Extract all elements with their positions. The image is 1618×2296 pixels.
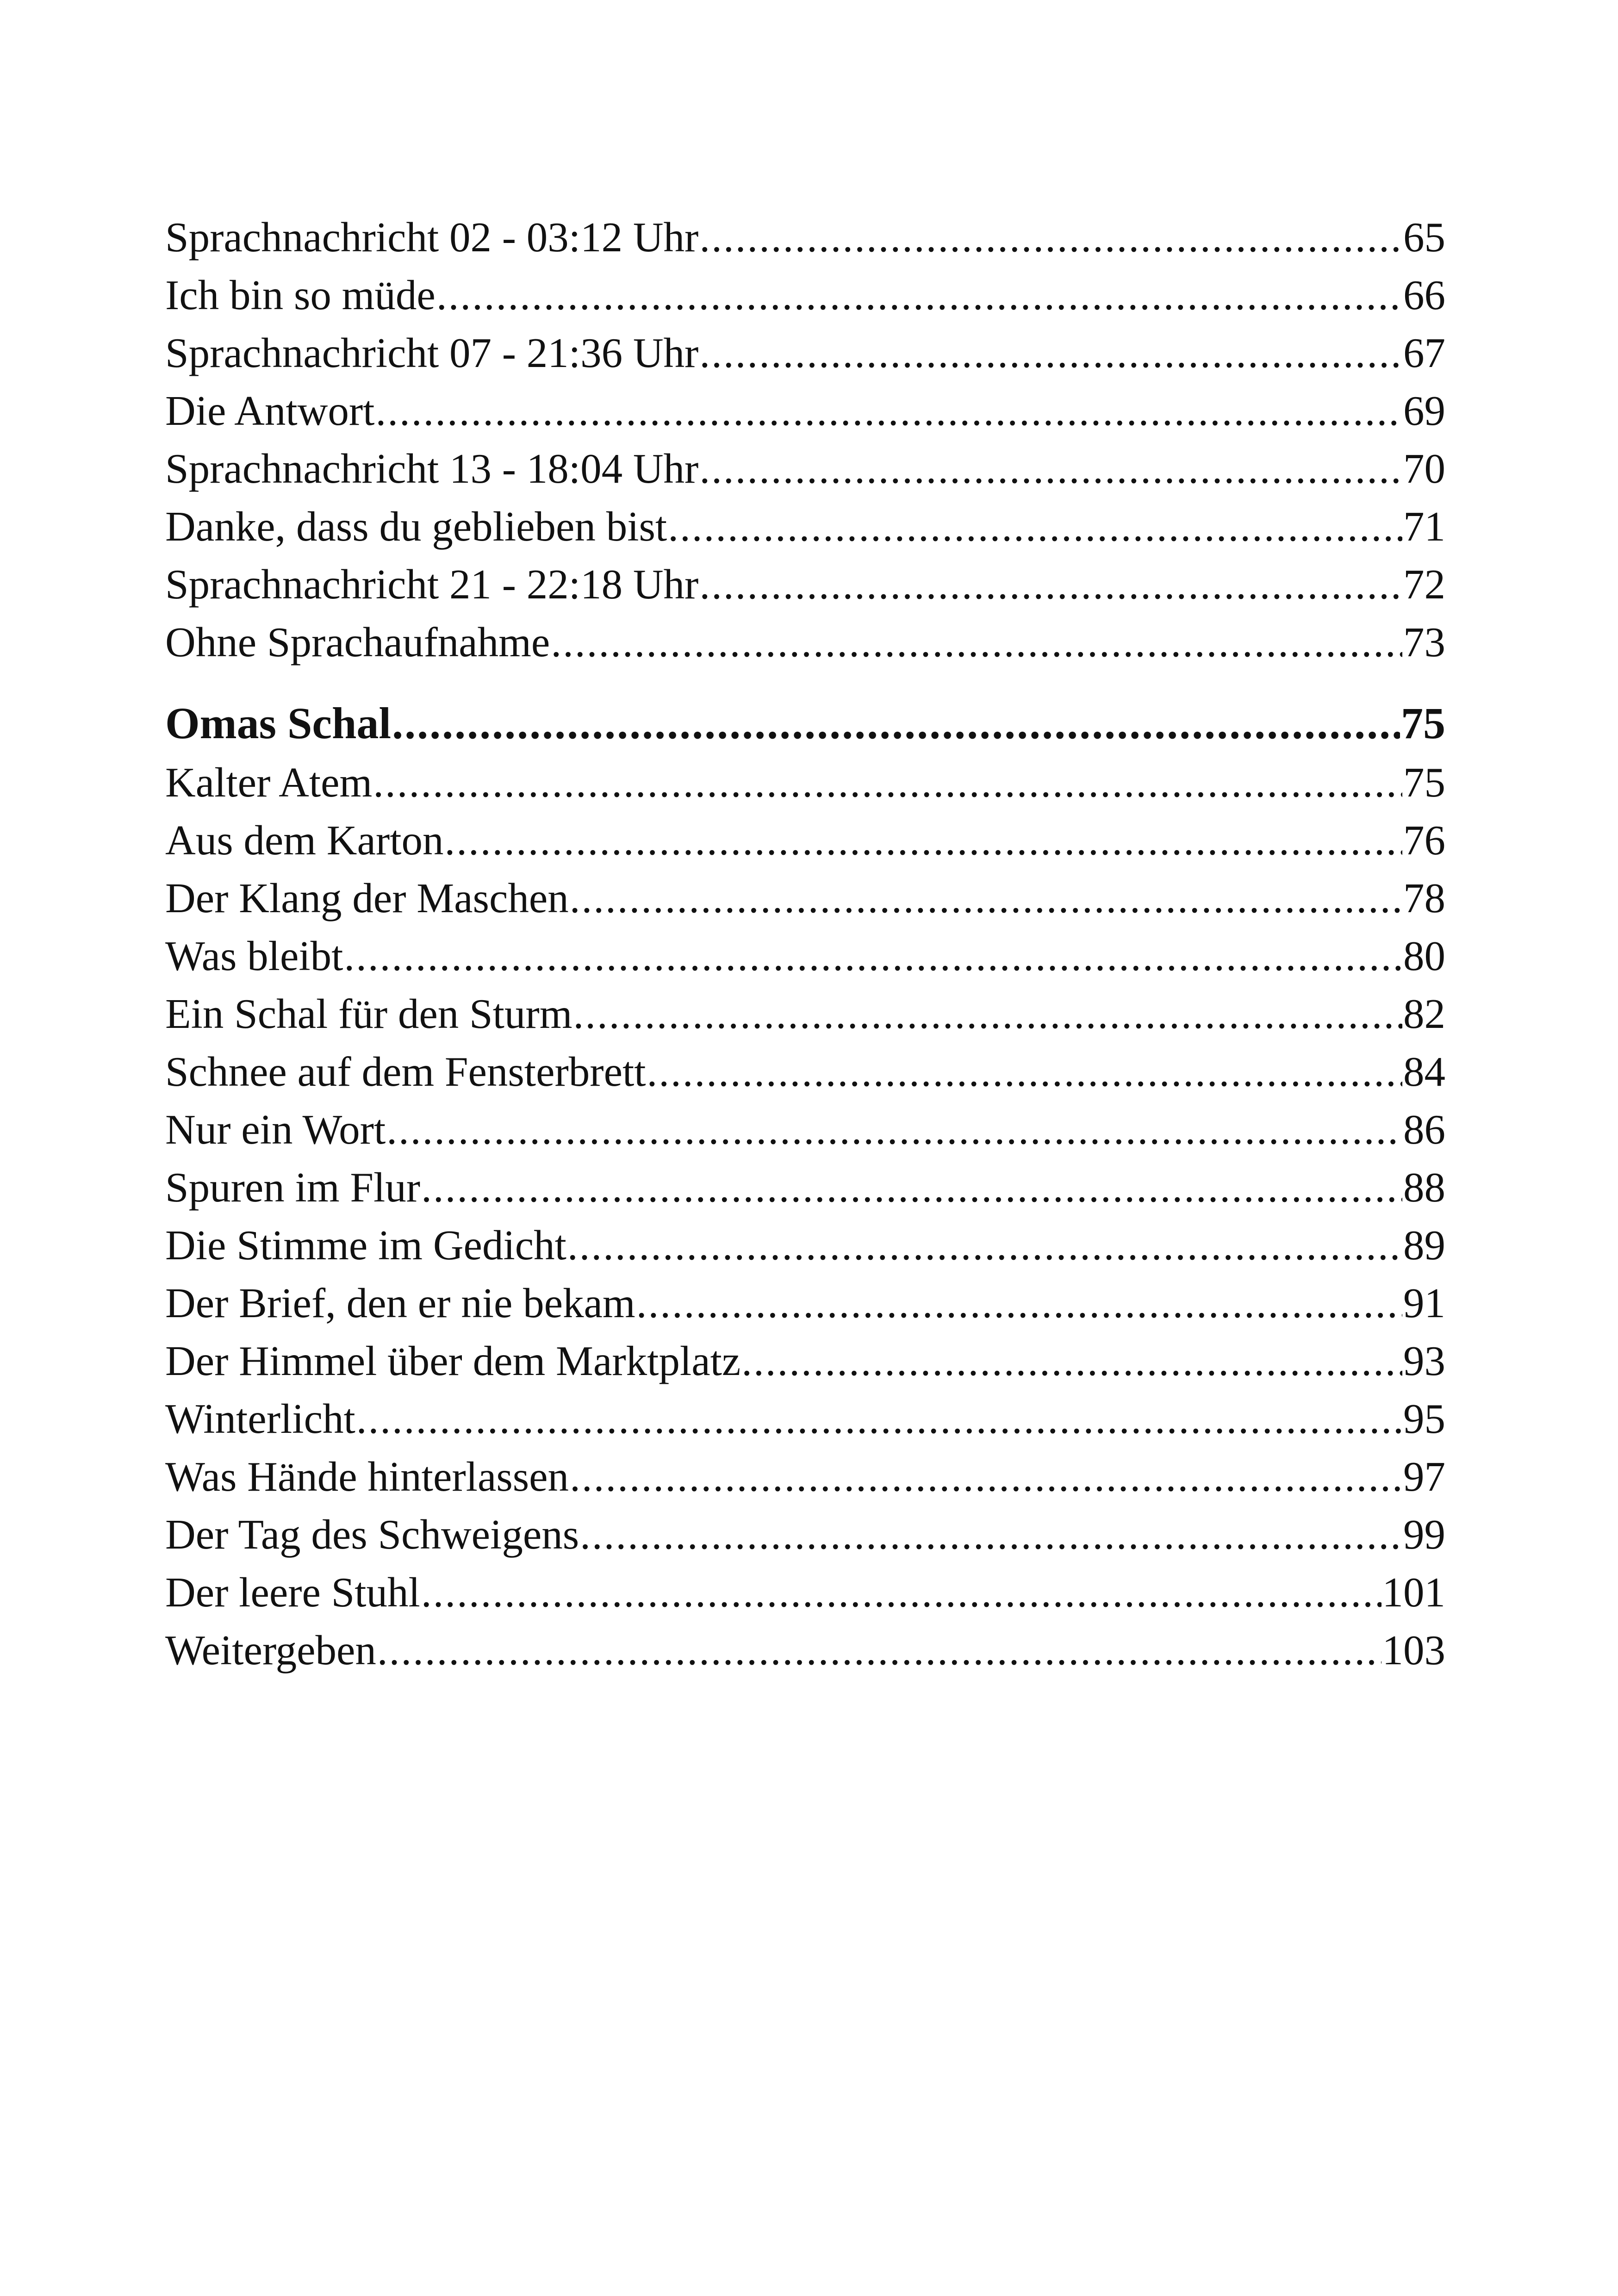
toc-entry-page: 70 bbox=[1403, 445, 1445, 492]
toc-entry-title: Sprachnachricht 02 - 03:12 Uhr bbox=[165, 214, 699, 261]
toc-entry-page: 101 bbox=[1382, 1569, 1445, 1616]
toc-dot-leader bbox=[668, 498, 1402, 555]
toc-entry-title: Die Antwort bbox=[165, 387, 375, 434]
toc-dot-leader bbox=[570, 1448, 1402, 1506]
toc-entry-title: Die Stimme im Gedicht bbox=[165, 1222, 566, 1269]
toc-entry-page: 76 bbox=[1403, 817, 1445, 864]
toc-chapter-page: 75 bbox=[1401, 698, 1445, 748]
toc-entry-page: 99 bbox=[1403, 1511, 1445, 1558]
toc-dot-leader bbox=[699, 555, 1402, 613]
toc-entry bbox=[165, 927, 1445, 985]
toc-entry bbox=[165, 1274, 1445, 1332]
toc-entry-title: Kalter Atem bbox=[165, 759, 373, 806]
toc-entry-page: 82 bbox=[1403, 990, 1445, 1037]
toc-entry-page: 71 bbox=[1403, 503, 1445, 550]
toc-dot-leader bbox=[421, 1158, 1402, 1216]
toc-entry bbox=[165, 1390, 1445, 1448]
toc-entry bbox=[165, 753, 1445, 811]
toc-dot-leader bbox=[636, 1274, 1402, 1332]
toc-entry-title: Der Himmel über dem Marktplatz bbox=[165, 1338, 741, 1384]
toc-dot-leader bbox=[699, 208, 1402, 266]
toc-entry-title: Ohne Sprachaufnahme bbox=[165, 619, 550, 666]
toc-entry-title: Weitergeben bbox=[165, 1627, 376, 1674]
toc-entry bbox=[165, 498, 1445, 555]
toc-entry bbox=[165, 440, 1445, 498]
toc-entry bbox=[165, 1506, 1445, 1563]
toc-entry-page: 93 bbox=[1403, 1338, 1445, 1384]
toc-dot-leader bbox=[436, 266, 1402, 324]
toc-entry-title: Der Klang der Maschen bbox=[165, 875, 569, 921]
toc-entry-title: Der Brief, den er nie bekam bbox=[165, 1280, 635, 1326]
toc-dot-leader bbox=[647, 1043, 1402, 1101]
toc-entry-page: 103 bbox=[1382, 1627, 1445, 1674]
toc-entry-title: Sprachnachricht 21 - 22:18 Uhr bbox=[165, 561, 699, 608]
toc-entry bbox=[165, 1216, 1445, 1274]
toc-dot-leader bbox=[344, 927, 1402, 985]
toc-entry bbox=[165, 1101, 1445, 1158]
toc-entry-title: Nur ein Wort bbox=[165, 1106, 386, 1153]
toc-entry bbox=[165, 613, 1445, 671]
toc-entry bbox=[165, 1621, 1445, 1679]
toc-chapter-title: Omas Schal bbox=[165, 698, 392, 748]
toc-entry-title: Aus dem Karton bbox=[165, 817, 444, 864]
toc-dot-leader bbox=[573, 985, 1402, 1043]
toc-entry-title: Der leere Stuhl bbox=[165, 1569, 420, 1616]
toc-entry-page: 89 bbox=[1403, 1222, 1445, 1269]
toc-entry bbox=[165, 1563, 1445, 1621]
toc-chapter-entry bbox=[165, 693, 1445, 753]
toc-dot-leader bbox=[741, 1332, 1402, 1390]
toc-entry bbox=[165, 1158, 1445, 1216]
toc-entry-page: 73 bbox=[1403, 619, 1445, 666]
toc-dot-leader bbox=[567, 1216, 1402, 1274]
toc-entry-title: Danke, dass du geblieben bist bbox=[165, 503, 667, 550]
toc-entry-title: Der Tag des Schweigens bbox=[165, 1511, 579, 1558]
toc-dot-leader bbox=[580, 1506, 1402, 1563]
toc-entry bbox=[165, 811, 1445, 869]
toc-entry-page: 66 bbox=[1403, 272, 1445, 318]
toc-dot-leader bbox=[377, 1621, 1382, 1679]
toc-dot-leader bbox=[699, 324, 1402, 382]
toc-entry-page: 78 bbox=[1403, 875, 1445, 921]
toc-entry-title: Ich bin so müde bbox=[165, 272, 436, 318]
toc-dot-leader bbox=[699, 440, 1402, 498]
toc-dot-leader bbox=[386, 1101, 1402, 1158]
toc-entry-page: 80 bbox=[1403, 933, 1445, 979]
toc-entry-title: Spuren im Flur bbox=[165, 1164, 421, 1211]
toc-entry-title: Winterlicht bbox=[165, 1395, 355, 1442]
toc-dot-leader bbox=[570, 869, 1402, 927]
toc-entry bbox=[165, 985, 1445, 1043]
toc-entry-page: 75 bbox=[1403, 759, 1445, 806]
toc-entry-page: 97 bbox=[1403, 1453, 1445, 1500]
toc-dot-leader bbox=[421, 1563, 1382, 1621]
toc-entry-title: Was Hände hinterlassen bbox=[165, 1453, 569, 1500]
toc-entry-page: 91 bbox=[1403, 1280, 1445, 1326]
toc-entry-page: 65 bbox=[1403, 214, 1445, 261]
toc-dot-leader bbox=[392, 693, 1400, 753]
table-of-contents bbox=[165, 208, 1445, 1679]
toc-entry-page: 84 bbox=[1403, 1048, 1445, 1095]
toc-entry bbox=[165, 555, 1445, 613]
toc-entry-page: 67 bbox=[1403, 330, 1445, 376]
toc-entry bbox=[165, 324, 1445, 382]
toc-entry-title: Was bleibt bbox=[165, 933, 343, 979]
toc-entry-page: 69 bbox=[1403, 387, 1445, 434]
toc-dot-leader bbox=[373, 753, 1402, 811]
toc-entry bbox=[165, 1332, 1445, 1390]
toc-dot-leader bbox=[356, 1390, 1402, 1448]
toc-entry-title: Sprachnachricht 07 - 21:36 Uhr bbox=[165, 330, 699, 376]
toc-entry bbox=[165, 1043, 1445, 1101]
toc-entry bbox=[165, 208, 1445, 266]
toc-entry bbox=[165, 266, 1445, 324]
toc-entry bbox=[165, 869, 1445, 927]
toc-entry-page: 86 bbox=[1403, 1106, 1445, 1153]
toc-dot-leader bbox=[551, 613, 1402, 671]
toc-entry bbox=[165, 382, 1445, 440]
toc-dot-leader bbox=[445, 811, 1403, 869]
toc-dot-leader bbox=[375, 382, 1402, 440]
toc-entry-page: 72 bbox=[1403, 561, 1445, 608]
toc-entry-page: 95 bbox=[1403, 1395, 1445, 1442]
toc-entry-title: Ein Schal für den Sturm bbox=[165, 990, 573, 1037]
toc-entry-page: 88 bbox=[1403, 1164, 1445, 1211]
toc-entry-title: Sprachnachricht 13 - 18:04 Uhr bbox=[165, 445, 699, 492]
toc-entry bbox=[165, 1448, 1445, 1506]
toc-entry-title: Schnee auf dem Fensterbrett bbox=[165, 1048, 646, 1095]
